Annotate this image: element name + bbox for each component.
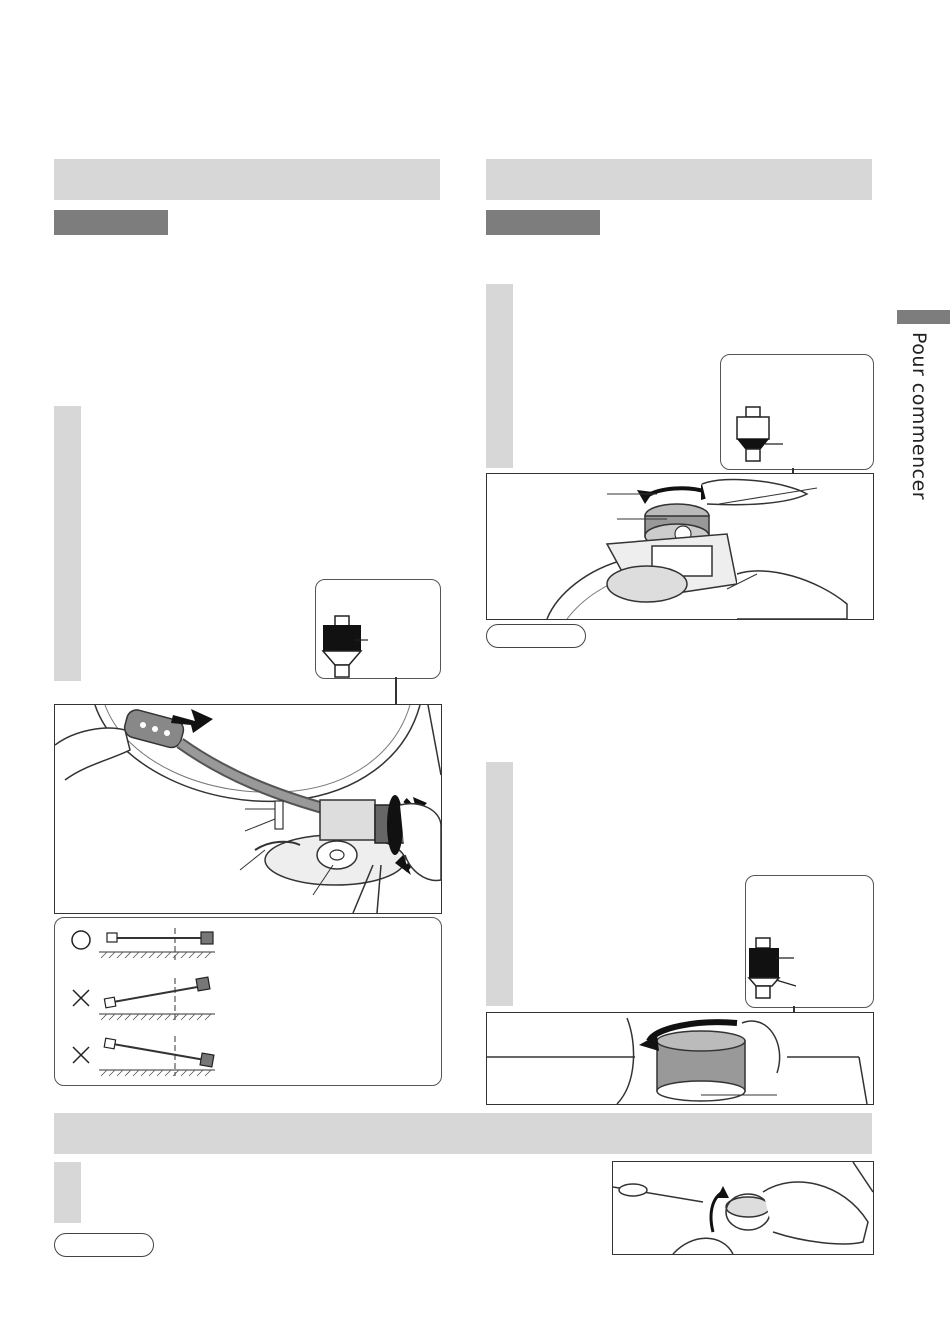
weight-ring-icon	[746, 876, 873, 1007]
counterweight-icon	[316, 580, 440, 678]
tonearm-balance-illustration	[54, 704, 442, 914]
left-section-tag	[54, 210, 168, 235]
side-tab-marker	[897, 310, 950, 324]
left-counterweight-callout	[315, 579, 441, 679]
bottom-section-header	[54, 1113, 872, 1154]
right-section-tag	[486, 210, 600, 235]
right-step-2-bar	[486, 762, 513, 1006]
circle-ok-icon	[72, 931, 90, 949]
bottom-illustration	[612, 1161, 874, 1255]
bottom-step-bar	[54, 1162, 81, 1223]
cross-icon	[73, 990, 89, 1006]
bottom-note-pill	[54, 1233, 154, 1257]
right-counterweight-callout-1	[720, 354, 874, 470]
balance-comparison-box	[54, 917, 442, 1086]
left-section-header	[54, 159, 440, 200]
side-tab-label-wrap	[908, 332, 950, 501]
weight-ring-illustration	[486, 1012, 874, 1105]
right-weight-ring-callout	[745, 875, 874, 1008]
right-note-pill-1	[486, 624, 586, 648]
right-step-1-bar	[486, 284, 513, 468]
antiskating-adjust-illustration	[486, 473, 874, 620]
counterweight-icon	[721, 355, 873, 469]
right-section-header	[486, 159, 872, 200]
left-step-1-bar	[54, 406, 81, 681]
side-tab-label: Pour commencer	[908, 332, 930, 501]
cross-icon	[73, 1047, 89, 1063]
